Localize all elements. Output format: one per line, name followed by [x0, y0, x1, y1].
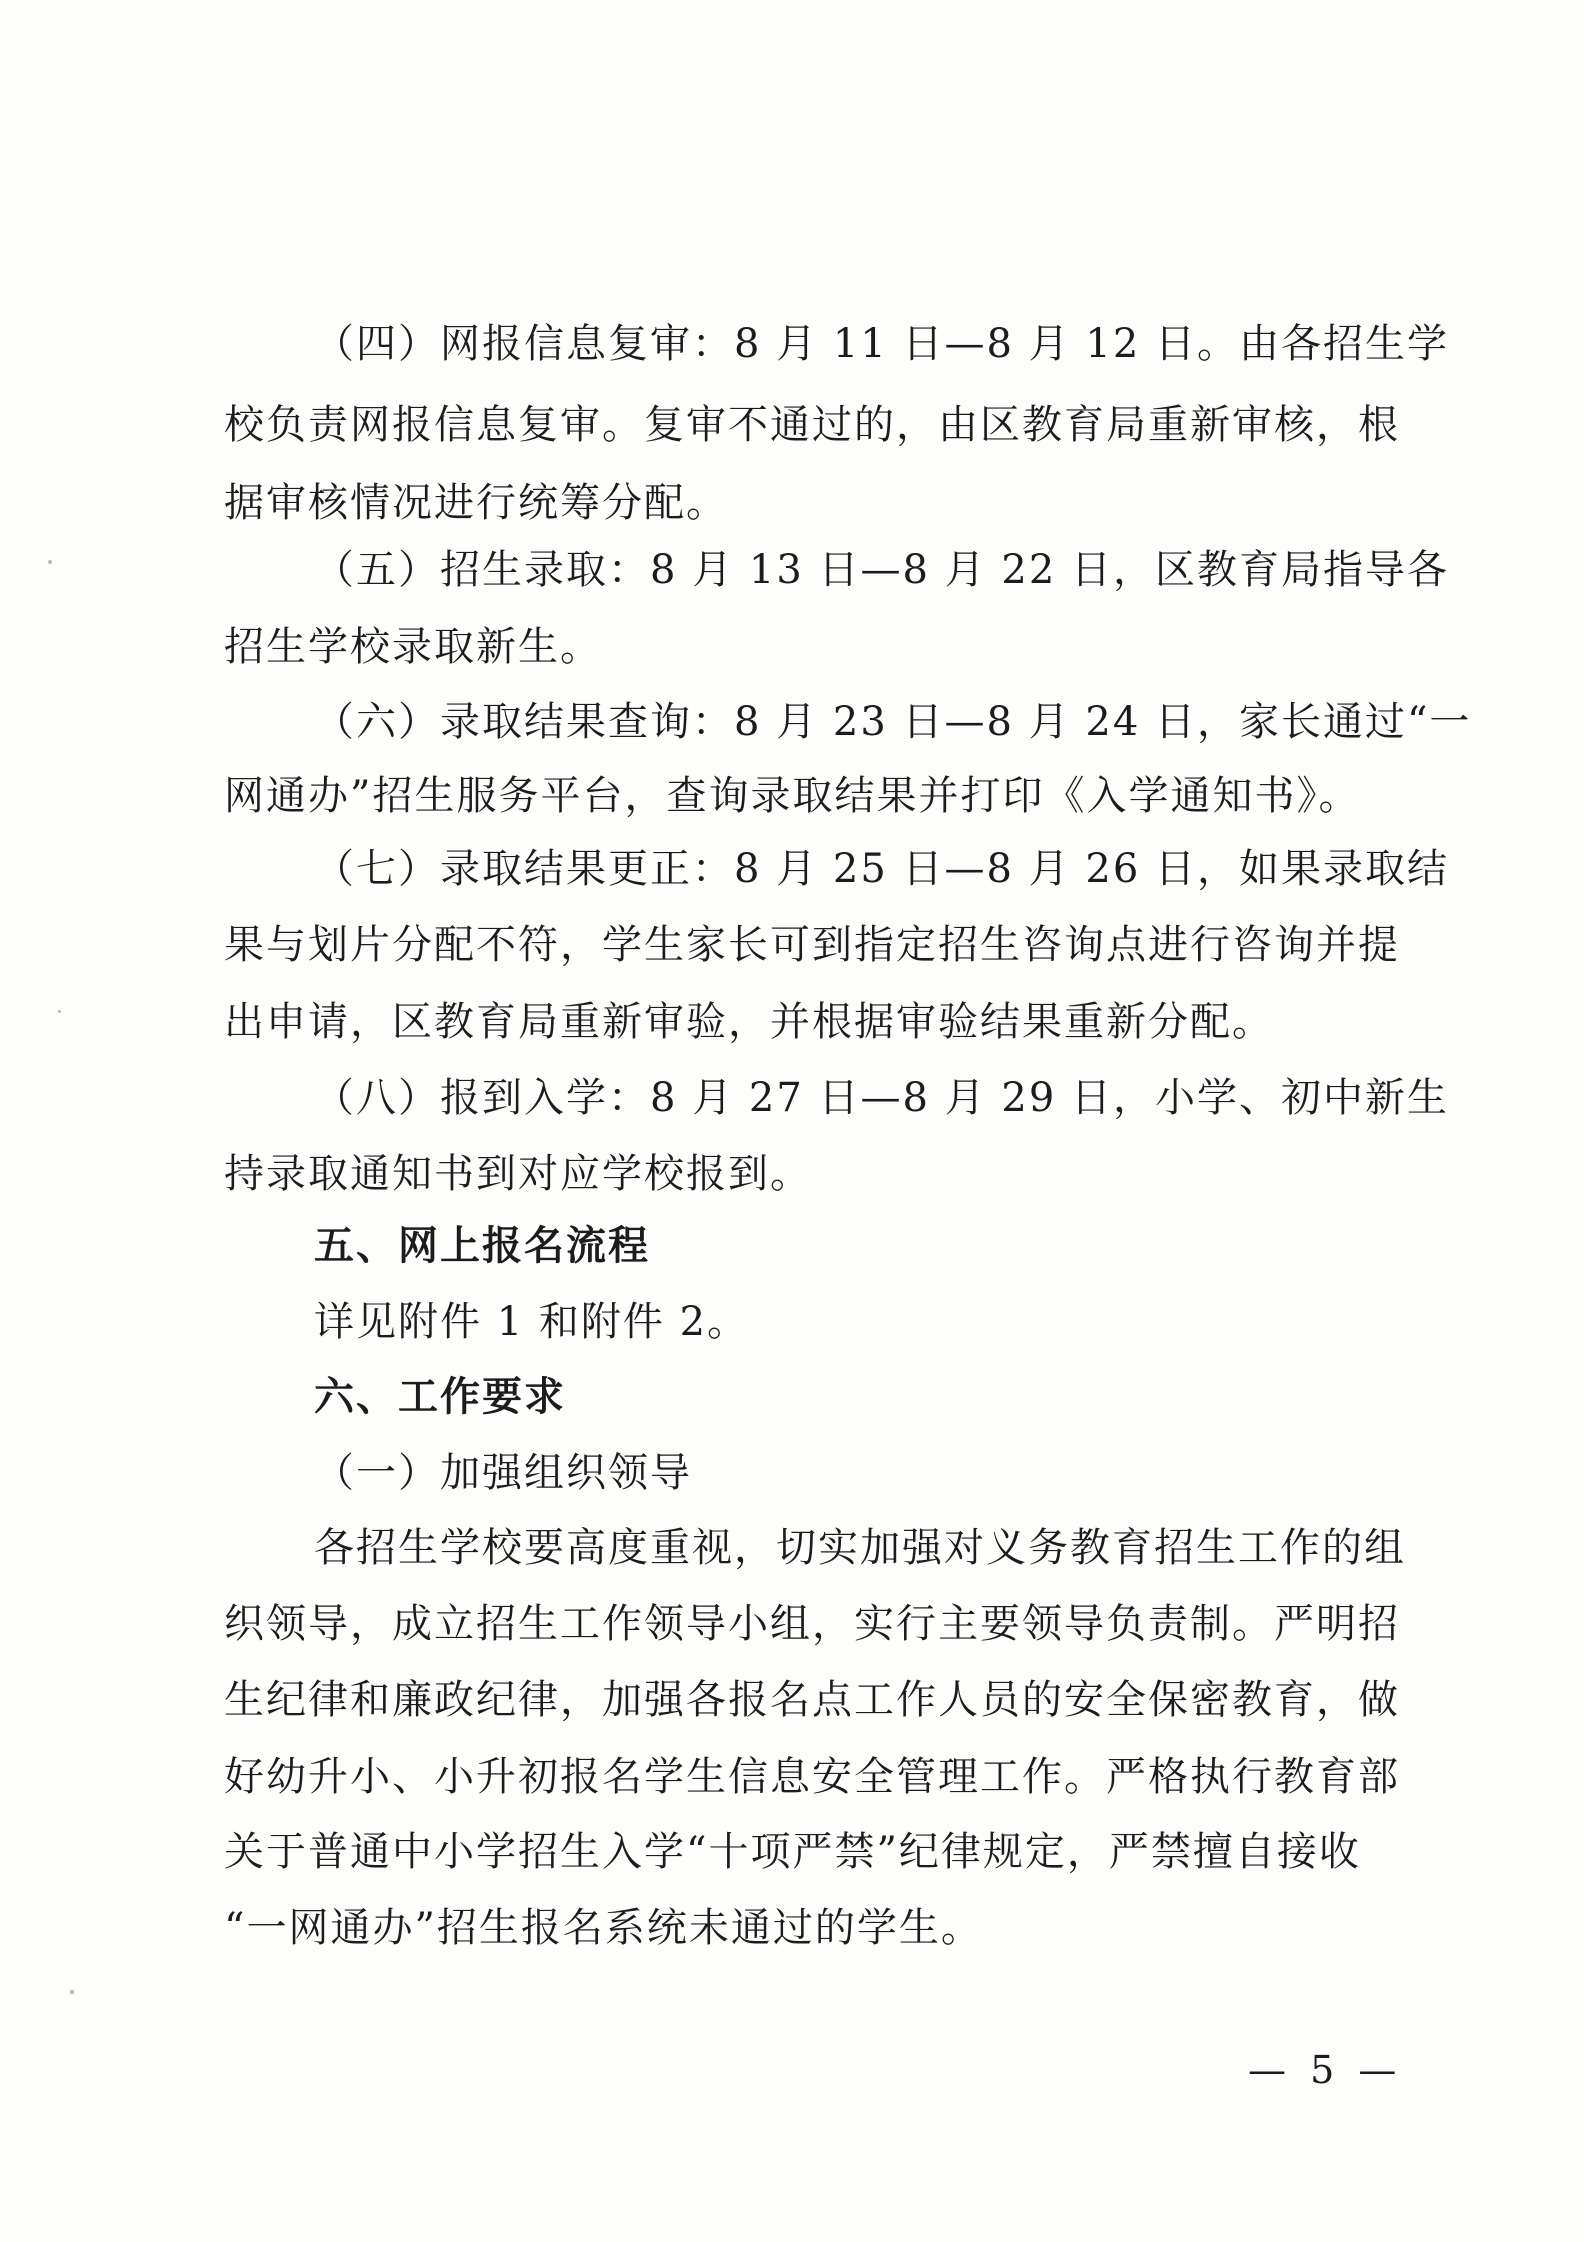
line-leadership-1: 各招生学校要高度重视，切实加强对义务教育招生工作的组 [314, 1525, 1406, 1571]
line-review-2: 校负责网报信息复审。复审不通过的，由区教育局重新审核，根 [224, 402, 1400, 448]
subsection-heading-leadership: （一）加强组织领导 [314, 1450, 692, 1496]
line-query-2: 网通办”招生服务平台，查询录取结果并打印《入学通知书》。 [224, 773, 1361, 819]
line-review-1: （四）网报信息复审：8 月 11 日—8 月 12 日。由各招生学 [314, 321, 1449, 367]
section-heading-online-registration: 五、网上报名流程 [314, 1223, 650, 1269]
line-leadership-2: 织领导，成立招生工作领导小组，实行主要领导负责制。严明招 [224, 1601, 1400, 1647]
scan-speck [48, 560, 52, 564]
line-query-1: （六）录取结果查询：8 月 23 日—8 月 24 日，家长通过“一 [314, 699, 1472, 745]
line-leadership-3: 生纪律和廉政纪律，加强各报名点工作人员的安全保密教育，做 [224, 1677, 1400, 1723]
line-leadership-5: 关于普通中小学招生入学“十项严禁”纪律规定，严禁擅自接收 [224, 1829, 1361, 1875]
line-enrollment-2: 持录取通知书到对应学校报到。 [224, 1151, 812, 1197]
line-admission-2: 招生学校录取新生。 [224, 624, 602, 670]
scan-speck [58, 1010, 61, 1013]
line-correction-2: 果与划片分配不符，学生家长可到指定招生咨询点进行咨询并提 [224, 922, 1400, 968]
page-number: — 5 — [1248, 2048, 1403, 2092]
scan-speck [70, 1990, 74, 1994]
line-review-3: 据审核情况进行统筹分配。 [224, 480, 728, 526]
line-admission-1: （五）招生录取：8 月 13 日—8 月 22 日，区教育局指导各 [314, 547, 1449, 593]
line-leadership-4: 好幼升小、小升初报名学生信息安全管理工作。严格执行教育部 [224, 1754, 1400, 1800]
section-heading-work-requirements: 六、工作要求 [314, 1374, 566, 1420]
line-leadership-6: “一网通办”招生报名系统未通过的学生。 [224, 1905, 983, 1951]
line-correction-1: （七）录取结果更正：8 月 25 日—8 月 26 日，如果录取结 [314, 846, 1449, 892]
line-enrollment-1: （八）报到入学：8 月 27 日—8 月 29 日，小学、初中新生 [314, 1075, 1449, 1121]
line-correction-3: 出申请，区教育局重新审验，并根据审验结果重新分配。 [224, 999, 1274, 1045]
line-attachments: 详见附件 1 和附件 2。 [314, 1299, 750, 1345]
